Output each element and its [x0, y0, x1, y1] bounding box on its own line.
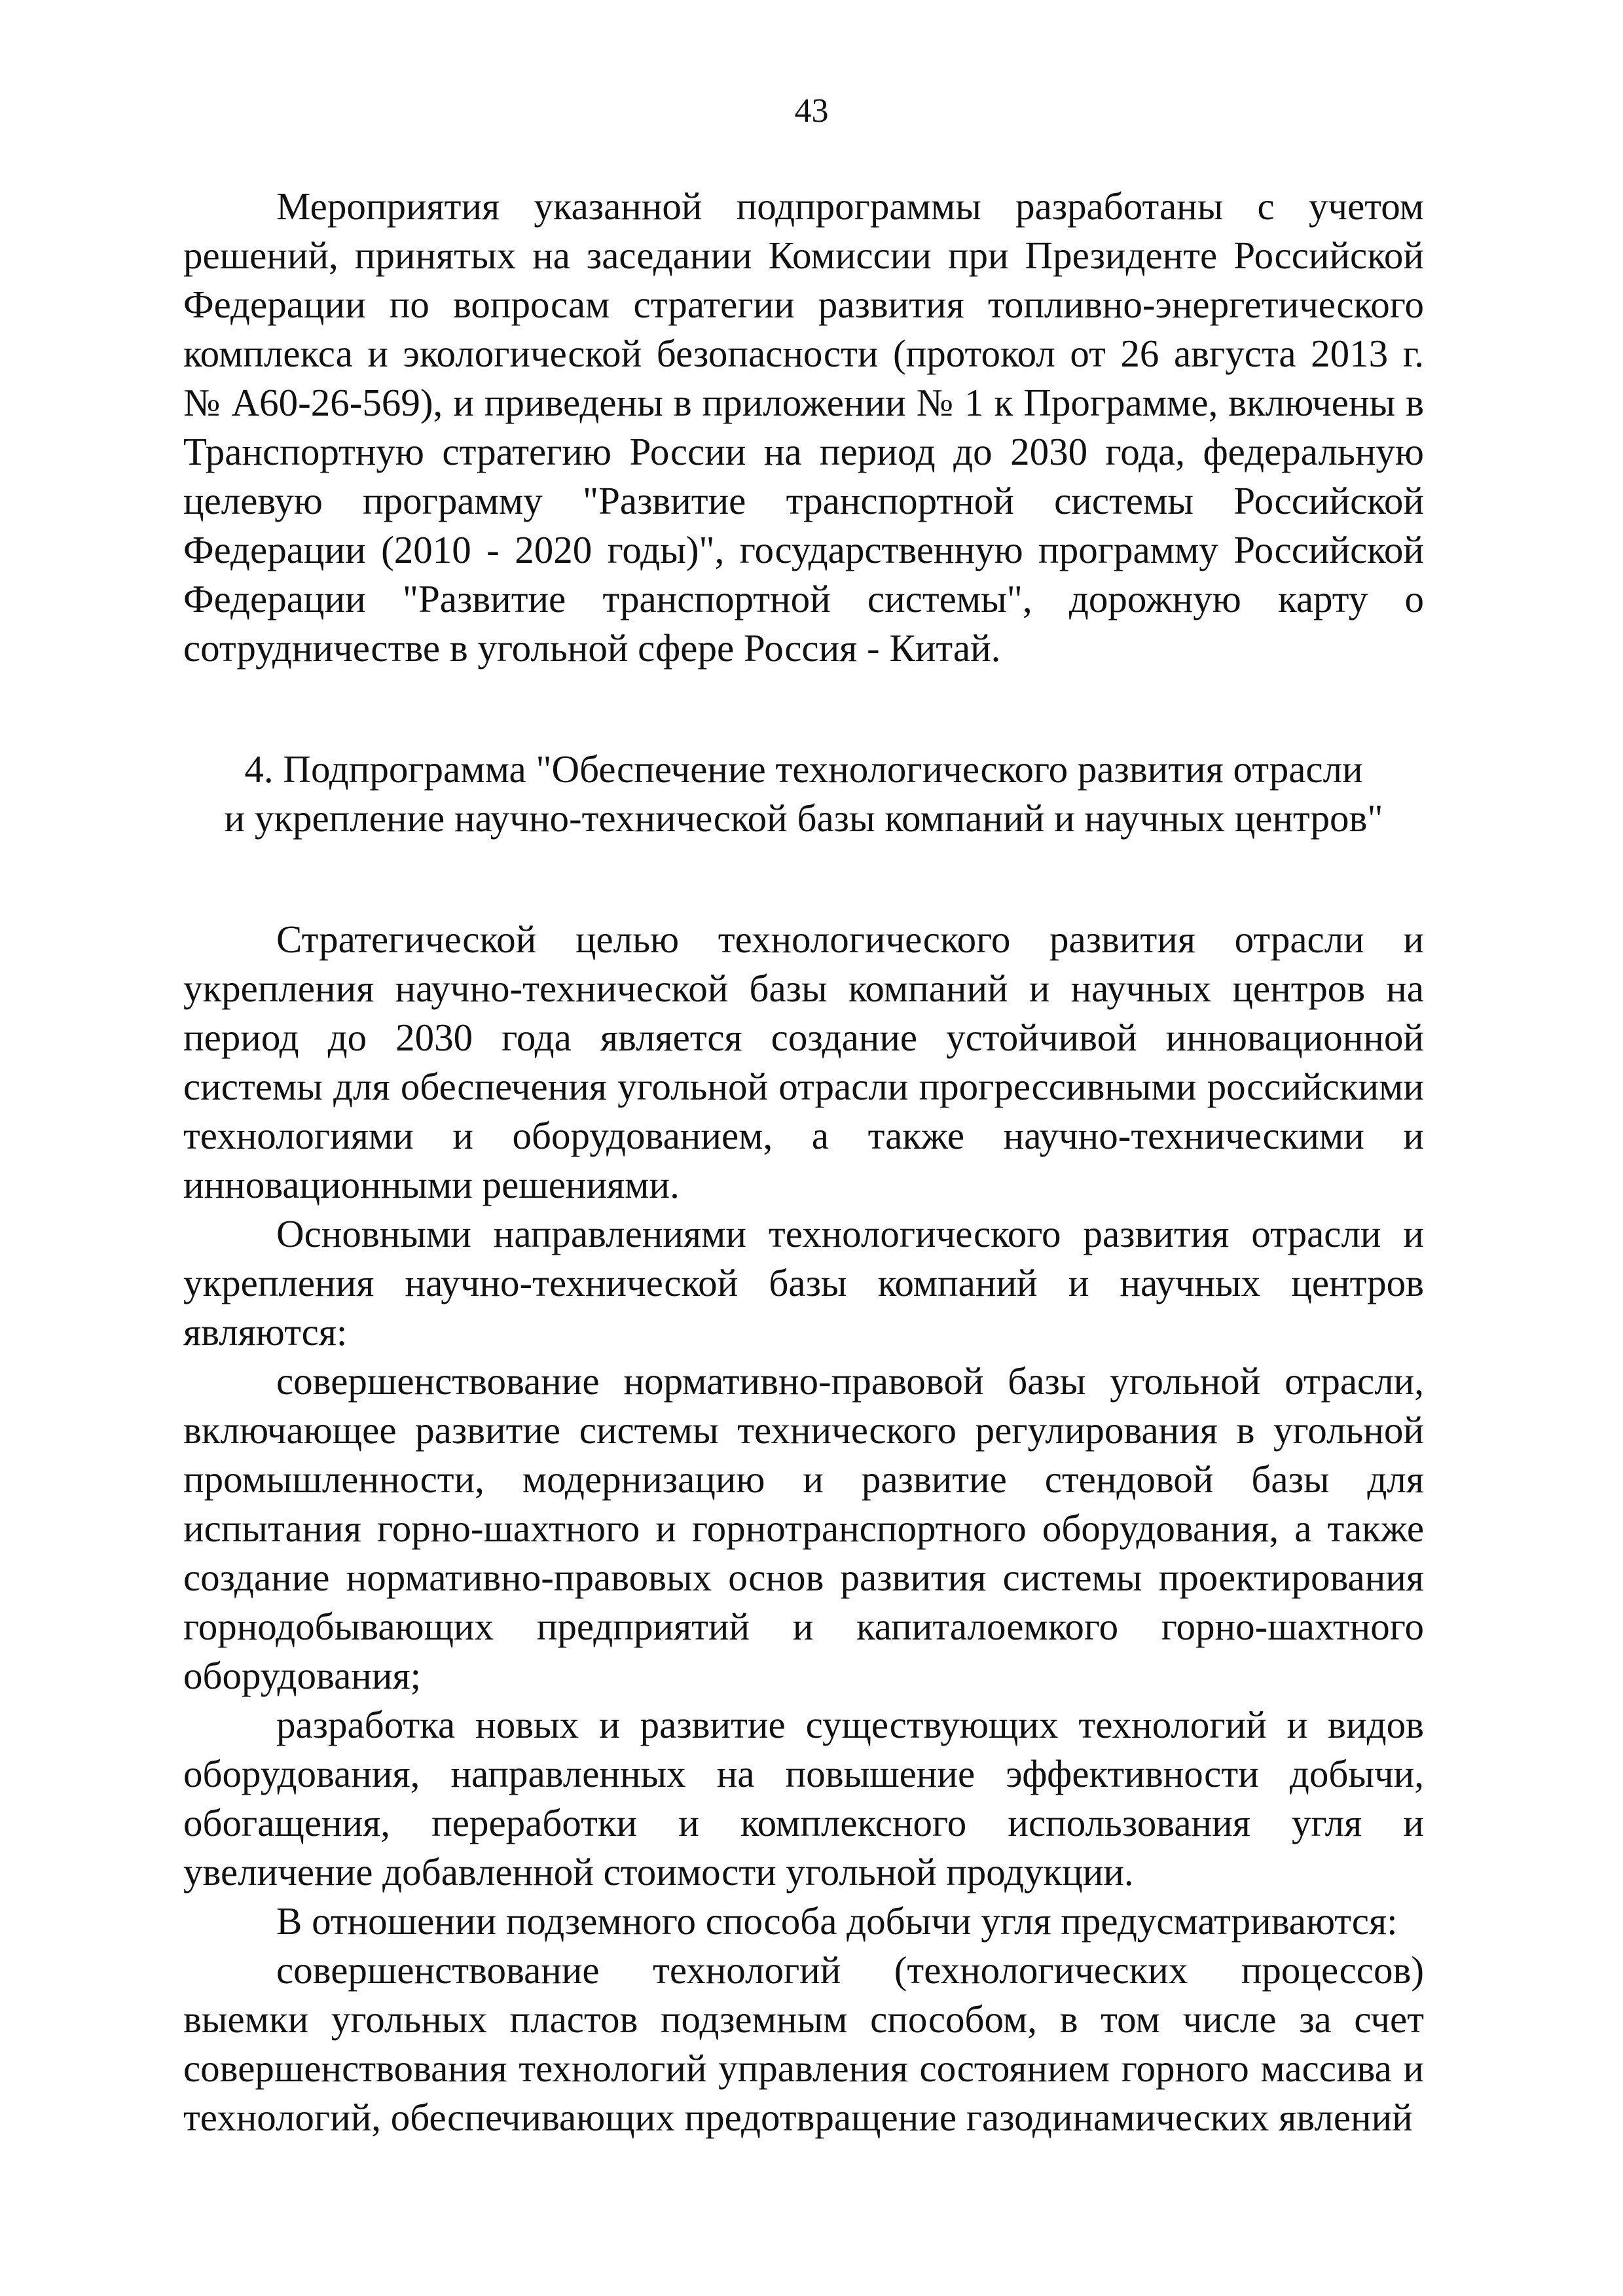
document-body	[183, 182, 1424, 2142]
paragraph-extraction-technologies: совершенствование технологий (технологических процессов) выемки угольных пластов подземным способом, в том числе за счет совершенствования технологий управления состоянием горного массива и технологий, обеспечивающих предотвращение газодинамических явлений	[183, 1948, 1424, 2139]
page-number: 43	[794, 92, 829, 130]
paragraph-regulatory-base: совершенствование нормативно-правовой базы угольной отрасли, включающее развитие системы технического регулирования в угольной промышленности, модернизацию и развитие стендовой базы для испытания горно-шахтного и горнотранспортного оборудования, а также создание нормативно-правовых основ развития системы проектирования горнодобывающих предприятий и капиталоемкого горно-шахтного оборудования;	[183, 1359, 1424, 1697]
section-heading	[183, 745, 1424, 843]
paragraph-underground-mining: В отношении подземного способа добычи угля предусматриваются:	[276, 1899, 1398, 1943]
section-heading-line-2: и укрепление научно-технической базы компаний и научных центров"	[224, 797, 1383, 840]
paragraph-measures: Мероприятия указанной подпрограммы разработаны с учетом решений, принятых на заседании Комиссии при Президенте Российской Федерации по вопросам стратегии развития топливно-энергетического комплекса и экологической безопасности (протокол от 26 августа 2013 г. № А60-26-569), и приведены в приложении № 1 к Программе, включены в Транспортную стратегию России на период до 2030 года, федеральную целевую программу "Развитие транспортной системы Российской Федерации (2010 - 2020 годы)", государственную программу Российской Федерации "Развитие транспортной системы", дорожную карту о сотрудничестве в угольной сфере Россия - Китай.	[183, 185, 1424, 670]
paragraph-technology-development: разработка новых и развитие существующих технологий и видов оборудования, направленных на повышение эффективности добычи, обогащения, переработки и комплексного использования угля и увеличение добавленной стоимости угольной продукции.	[183, 1703, 1424, 1893]
paragraph-strategic-goal: Стратегической целью технологического развития отрасли и укрепления научно-технической базы компаний и научных центров на период до 2030 года является создание устойчивой инновационной системы для обеспечения угольной отрасли прогрессивными российскими технологиями и оборудованием, а также научно-техническими и инновационными решениями.	[183, 918, 1424, 1206]
section-heading-line-1: 4. Подпрограмма "Обеспечение технологического развития отрасли	[244, 747, 1363, 791]
paragraph-main-directions: Основными направлениями технологического развития отрасли и укрепления научно-технической базы компаний и научных центров являются:	[183, 1212, 1424, 1354]
